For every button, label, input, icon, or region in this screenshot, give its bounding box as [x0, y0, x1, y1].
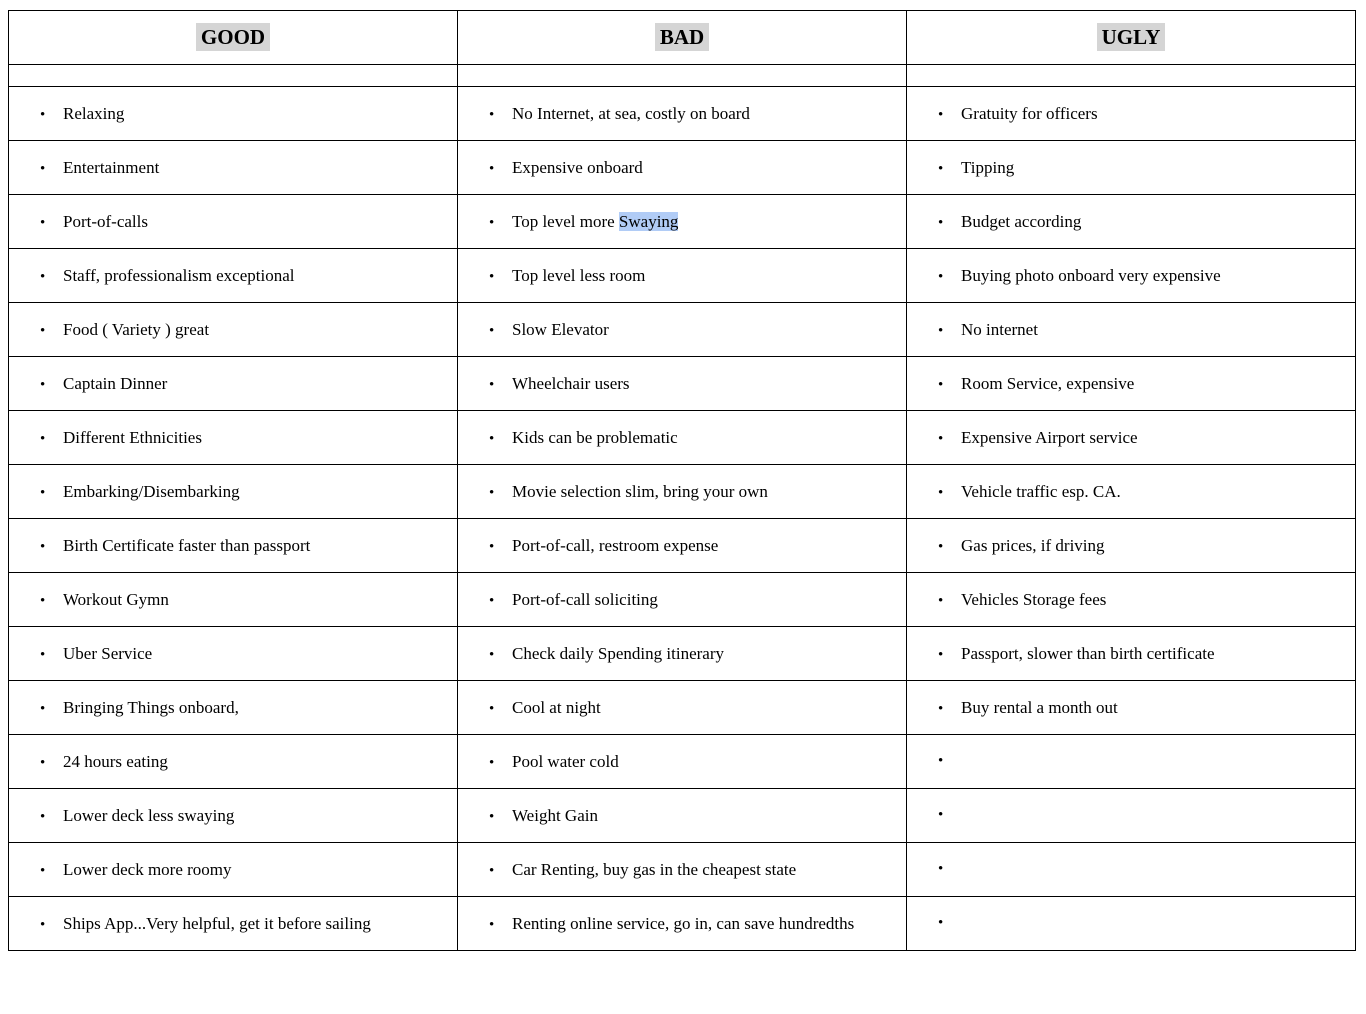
- table-body: [9, 87, 1356, 951]
- list-item-text: Staff, professionalism exceptional: [63, 265, 295, 285]
- table-row: [9, 411, 1356, 465]
- table-row: [9, 897, 1356, 951]
- header-cell-ugly: [907, 11, 1356, 65]
- table-cell-ugly: [907, 357, 1356, 411]
- list-item: [489, 374, 896, 394]
- list-item: [489, 698, 896, 718]
- list-item: [40, 590, 447, 610]
- table-cell-good: [9, 465, 458, 519]
- table-cell-bad: [458, 465, 907, 519]
- list-item: [40, 212, 447, 232]
- list-item: [489, 752, 896, 772]
- list-item-text: Passport, slower than birth certificate: [961, 643, 1215, 663]
- list-item-text: Port-of-call, restroom expense: [512, 535, 719, 555]
- list-item: [489, 806, 896, 826]
- list-item-text: Bringing Things onboard,: [63, 697, 239, 717]
- table-cell-bad: [458, 789, 907, 843]
- list-item-text: Check daily Spending itinerary: [512, 643, 724, 663]
- bullet-icon: •: [40, 754, 46, 771]
- bullet-icon: •: [938, 430, 944, 447]
- table-cell-bad: [458, 681, 907, 735]
- list-item: [938, 915, 1345, 932]
- list-item-text: No internet: [961, 319, 1038, 339]
- list-item-text: Weight Gain: [512, 805, 598, 825]
- bullet-icon: •: [489, 376, 495, 393]
- table-cell-ugly: [907, 141, 1356, 195]
- list-item-text: No Internet, at sea, costly on board: [512, 103, 750, 123]
- table-row: [9, 843, 1356, 897]
- list-item: [40, 266, 447, 286]
- list-item-text: Uber Service: [63, 643, 153, 663]
- list-item-text: Gas prices, if driving: [961, 535, 1105, 555]
- table-cell-bad: [458, 519, 907, 573]
- table-cell-bad: [458, 411, 907, 465]
- table-row: [9, 789, 1356, 843]
- list-item-text: Car Renting, buy gas in the cheapest state: [512, 859, 797, 879]
- bullet-icon: •: [489, 106, 495, 123]
- list-item: [489, 536, 896, 556]
- table-row: [9, 357, 1356, 411]
- highlighted-text: Swaying: [618, 211, 679, 231]
- table-row: [9, 249, 1356, 303]
- table-row: [9, 681, 1356, 735]
- bullet-icon: •: [938, 106, 944, 123]
- bullet-icon: •: [489, 268, 495, 285]
- list-item: [40, 752, 447, 772]
- bullet-icon: •: [489, 700, 495, 717]
- list-item: [938, 104, 1345, 124]
- bullet-icon: •: [938, 915, 944, 931]
- bullet-icon: •: [40, 268, 46, 285]
- table-cell-good: [9, 627, 458, 681]
- table-cell-bad: [458, 357, 907, 411]
- table-cell-ugly: [907, 843, 1356, 897]
- list-item: [40, 806, 447, 826]
- table-cell-ugly: [907, 249, 1356, 303]
- list-item: [489, 860, 896, 880]
- list-item: [938, 482, 1345, 502]
- list-item-text: Tipping: [961, 157, 1015, 177]
- table-cell-good: [9, 141, 458, 195]
- list-item-text: Room Service, expensive: [961, 373, 1135, 393]
- bullet-icon: •: [489, 754, 495, 771]
- document-page: [8, 10, 1356, 951]
- list-item-text: Ships App...Very helpful, get it before sailing: [63, 913, 371, 933]
- list-item-text: [512, 212, 678, 232]
- bullet-icon: •: [938, 700, 944, 717]
- list-item: [938, 590, 1345, 610]
- list-item-text: Cool at night: [512, 697, 601, 717]
- spacer-row: [9, 65, 1356, 87]
- table-cell-ugly: [907, 897, 1356, 951]
- spacer-cell: [458, 65, 907, 87]
- bullet-icon: •: [938, 376, 944, 393]
- bullet-icon: •: [938, 160, 944, 177]
- table-cell-bad: [458, 573, 907, 627]
- table-cell-good: [9, 681, 458, 735]
- list-item: [489, 644, 896, 664]
- bullet-icon: •: [40, 376, 46, 393]
- table-row: [9, 141, 1356, 195]
- bullet-icon: •: [489, 916, 495, 933]
- table-cell-ugly: [907, 573, 1356, 627]
- list-item: [40, 482, 447, 502]
- list-item-text: Vehicle traffic esp. CA.: [961, 481, 1121, 501]
- list-item: [938, 158, 1345, 178]
- bullet-icon: •: [40, 160, 46, 177]
- bullet-icon: •: [489, 808, 495, 825]
- table-cell-good: [9, 195, 458, 249]
- list-item-text: Buy rental a month out: [961, 697, 1118, 717]
- bullet-icon: •: [489, 214, 495, 231]
- list-item: [489, 266, 896, 286]
- list-item-text: Buying photo onboard very expensive: [961, 265, 1221, 285]
- bullet-icon: •: [938, 592, 944, 609]
- list-item-text: Expensive Airport service: [961, 427, 1138, 447]
- list-item: [938, 320, 1345, 340]
- table-cell-bad: [458, 249, 907, 303]
- table-cell-good: [9, 789, 458, 843]
- bullet-icon: •: [938, 807, 944, 823]
- bullet-icon: •: [938, 538, 944, 555]
- list-item-text: Vehicles Storage fees: [961, 589, 1107, 609]
- bullet-icon: •: [938, 322, 944, 339]
- bullet-icon: •: [489, 646, 495, 663]
- table-cell-ugly: [907, 519, 1356, 573]
- bullet-icon: •: [938, 861, 944, 877]
- bullet-icon: •: [938, 753, 944, 769]
- bullet-icon: •: [40, 646, 46, 663]
- table-cell-good: [9, 897, 458, 951]
- list-item: [40, 860, 447, 880]
- table-cell-ugly: [907, 195, 1356, 249]
- list-item-text: Food ( Variety ) great: [63, 319, 210, 339]
- list-item: [489, 320, 896, 340]
- column-header-ugly: UGLY: [1097, 23, 1166, 51]
- bullet-icon: •: [489, 322, 495, 339]
- list-item: [489, 104, 896, 124]
- table-cell-bad: [458, 303, 907, 357]
- list-item: [938, 807, 1345, 824]
- list-item: [938, 212, 1345, 232]
- table-cell-good: [9, 357, 458, 411]
- bullet-icon: •: [489, 592, 495, 609]
- list-item: [938, 374, 1345, 394]
- table-row: [9, 87, 1356, 141]
- bullet-icon: •: [489, 862, 495, 879]
- bullet-icon: •: [40, 322, 46, 339]
- bullet-icon: •: [938, 646, 944, 663]
- list-item: [938, 536, 1345, 556]
- list-item: [489, 590, 896, 610]
- list-item: [40, 428, 447, 448]
- list-item-text: Port-of-call soliciting: [512, 589, 658, 609]
- table-cell-bad: [458, 735, 907, 789]
- table-cell-bad: [458, 195, 907, 249]
- table-row: [9, 573, 1356, 627]
- table-cell-bad: [458, 87, 907, 141]
- table-cell-bad: [458, 141, 907, 195]
- bullet-icon: •: [489, 430, 495, 447]
- bullet-icon: •: [40, 214, 46, 231]
- list-item: [938, 266, 1345, 286]
- column-header-bad: BAD: [655, 23, 709, 51]
- column-header-good: GOOD: [196, 23, 270, 51]
- table-cell-ugly: [907, 627, 1356, 681]
- table-cell-ugly: [907, 681, 1356, 735]
- list-item-text: Budget according: [961, 211, 1082, 231]
- bullet-icon: •: [489, 484, 495, 501]
- bullet-icon: •: [40, 700, 46, 717]
- plain-text: Top level more: [512, 211, 619, 231]
- good-bad-ugly-table: [8, 10, 1356, 951]
- list-item-text: Relaxing: [63, 103, 125, 123]
- bullet-icon: •: [40, 538, 46, 555]
- table-cell-good: [9, 573, 458, 627]
- list-item: [489, 482, 896, 502]
- list-item-text: Captain Dinner: [63, 373, 168, 393]
- bullet-icon: •: [40, 106, 46, 123]
- table-cell-good: [9, 519, 458, 573]
- list-item: [40, 914, 447, 934]
- list-item-text: Wheelchair users: [512, 373, 630, 393]
- list-item-text: Renting online service, go in, can save hundredths: [512, 913, 855, 933]
- bullet-icon: •: [938, 268, 944, 285]
- header-cell-good: [9, 11, 458, 65]
- table-cell-bad: [458, 627, 907, 681]
- list-item-text: Gratuity for officers: [961, 103, 1098, 123]
- bullet-icon: •: [938, 214, 944, 231]
- table-row: [9, 465, 1356, 519]
- list-item-text: Top level less room: [512, 265, 646, 285]
- list-item-text: Lower deck less swaying: [63, 805, 235, 825]
- table-cell-ugly: [907, 789, 1356, 843]
- bullet-icon: •: [938, 484, 944, 501]
- bullet-icon: •: [489, 160, 495, 177]
- table-cell-ugly: [907, 735, 1356, 789]
- table-cell-good: [9, 249, 458, 303]
- table-row: [9, 519, 1356, 573]
- bullet-icon: •: [40, 430, 46, 447]
- bullet-icon: •: [40, 484, 46, 501]
- table-row: [9, 303, 1356, 357]
- bullet-icon: •: [40, 592, 46, 609]
- list-item-text: Lower deck more roomy: [63, 859, 232, 879]
- list-item: [489, 158, 896, 178]
- bullet-icon: •: [40, 916, 46, 933]
- table-cell-bad: [458, 843, 907, 897]
- list-item: [938, 861, 1345, 878]
- table-cell-ugly: [907, 465, 1356, 519]
- bullet-icon: •: [489, 538, 495, 555]
- table-cell-good: [9, 87, 458, 141]
- list-item: [489, 914, 896, 934]
- table-row: [9, 735, 1356, 789]
- list-item: [938, 428, 1345, 448]
- header-row: [9, 11, 1356, 65]
- table-row: [9, 195, 1356, 249]
- list-item: [489, 212, 896, 232]
- table-cell-good: [9, 303, 458, 357]
- list-item-text: Kids can be problematic: [512, 427, 678, 447]
- list-item: [40, 536, 447, 556]
- spacer-cell: [9, 65, 458, 87]
- table-cell-good: [9, 735, 458, 789]
- list-item: [40, 104, 447, 124]
- list-item-text: Embarking/Disembarking: [63, 481, 240, 501]
- header-cell-bad: [458, 11, 907, 65]
- table-cell-bad: [458, 897, 907, 951]
- bullet-icon: •: [40, 808, 46, 825]
- spacer-cell: [907, 65, 1356, 87]
- table-cell-ugly: [907, 411, 1356, 465]
- list-item: [40, 698, 447, 718]
- list-item-text: Expensive onboard: [512, 157, 643, 177]
- list-item-text: Movie selection slim, bring your own: [512, 481, 768, 501]
- table-cell-ugly: [907, 87, 1356, 141]
- list-item-text: Slow Elevator: [512, 319, 609, 339]
- list-item-text: Different Ethnicities: [63, 427, 202, 447]
- list-item: [40, 374, 447, 394]
- list-item-text: Birth Certificate faster than passport: [63, 535, 311, 555]
- list-item: [938, 698, 1345, 718]
- list-item-text: Port-of-calls: [63, 211, 148, 231]
- list-item: [40, 644, 447, 664]
- list-item-text: Entertainment: [63, 157, 160, 177]
- list-item: [938, 644, 1345, 664]
- table-cell-good: [9, 411, 458, 465]
- list-item: [489, 428, 896, 448]
- table-row: [9, 627, 1356, 681]
- list-item-text: Workout Gymn: [63, 589, 169, 609]
- list-item: [938, 753, 1345, 770]
- list-item: [40, 320, 447, 340]
- list-item-text: 24 hours eating: [63, 751, 168, 771]
- list-item: [40, 158, 447, 178]
- list-item-text: Pool water cold: [512, 751, 619, 771]
- table-cell-good: [9, 843, 458, 897]
- table-cell-ugly: [907, 303, 1356, 357]
- bullet-icon: •: [40, 862, 46, 879]
